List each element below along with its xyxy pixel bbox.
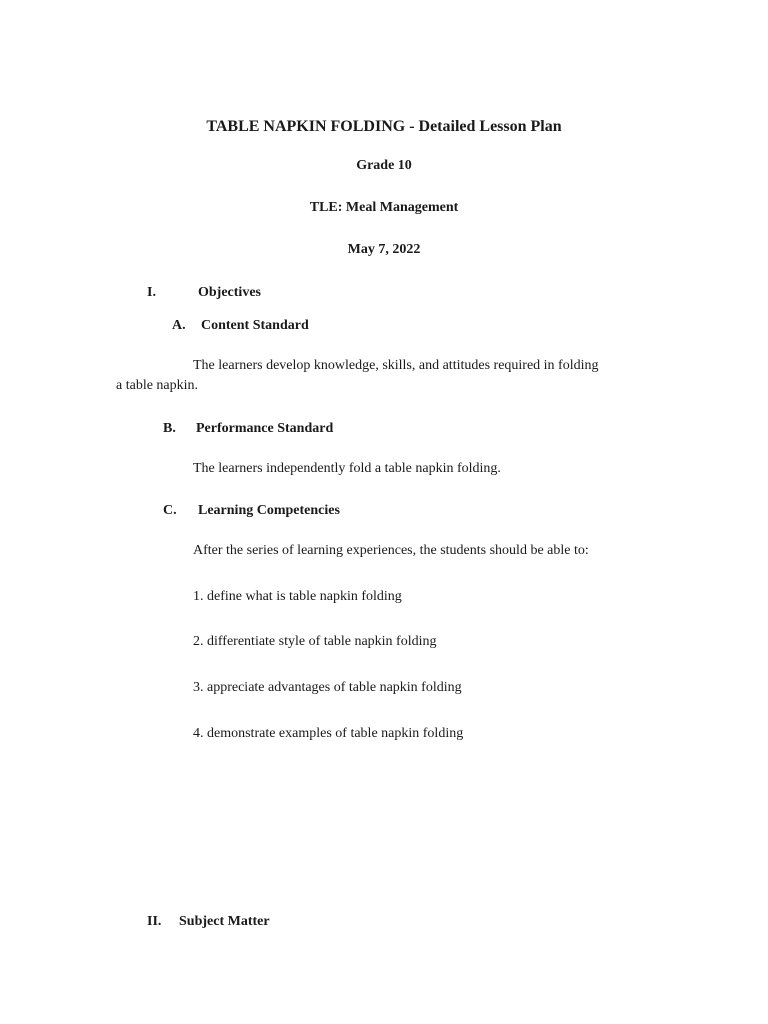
list-item: 2. differentiate style of table napkin folding xyxy=(193,634,437,649)
subsection-letter: A. xyxy=(172,318,186,333)
list-item: 4. demonstrate examples of table napkin folding xyxy=(193,726,464,741)
competencies-intro: After the series of learning experiences, the students should be able to: xyxy=(193,543,589,558)
lesson-date: May 7, 2022 xyxy=(347,242,421,257)
document-title: TABLE NAPKIN FOLDING - Detailed Lesson Plan xyxy=(206,118,562,135)
subsection-heading-content-standard: Content Standard xyxy=(201,318,309,333)
content-standard-text: The learners develop knowledge, skills, and attitudes required in folding xyxy=(193,358,599,373)
subsection-letter: B. xyxy=(163,421,176,436)
section-heading-objectives: Objectives xyxy=(198,285,261,300)
grade-level: Grade 10 xyxy=(356,158,412,173)
content-standard-text-continued: a table napkin. xyxy=(116,378,199,393)
subsection-letter: C. xyxy=(163,503,177,518)
list-item: 3. appreciate advantages of table napkin folding xyxy=(193,680,462,695)
subject-line: TLE: Meal Management xyxy=(309,200,459,215)
subsection-heading-performance-standard: Performance Standard xyxy=(196,421,334,436)
section-numeral: II. xyxy=(147,914,162,929)
subsection-heading-learning-competencies: Learning Competencies xyxy=(198,503,340,518)
section-numeral: I. xyxy=(147,285,156,300)
section-heading-subject-matter: Subject Matter xyxy=(179,914,270,929)
list-item: 1. define what is table napkin folding xyxy=(193,589,402,604)
performance-standard-text: The learners independently fold a table napkin folding. xyxy=(193,461,501,476)
